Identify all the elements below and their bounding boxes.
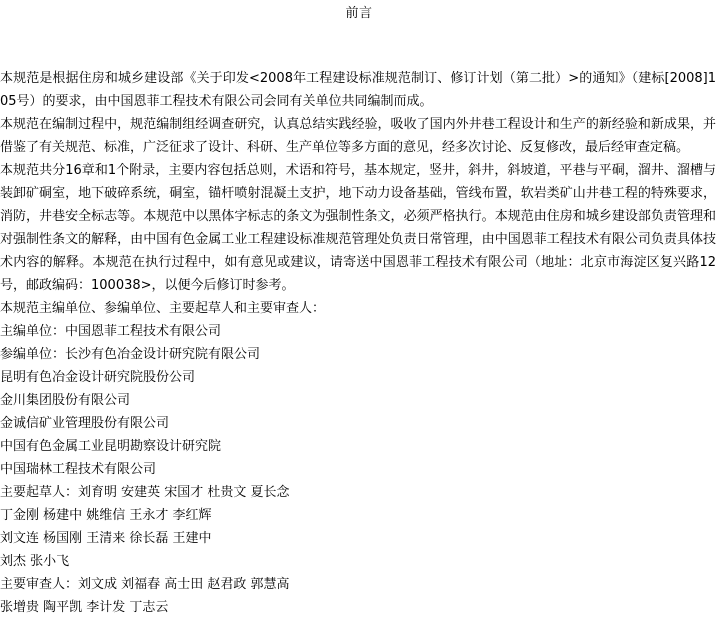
document-body bbox=[0, 67, 716, 619]
drafters-line: 丁金刚 杨建中 姚维信 王永才 李红辉 bbox=[0, 508, 212, 523]
participating-unit: 金诚信矿业管理股份有限公司 bbox=[0, 416, 170, 431]
drafters-line: 主要起草人：刘育明 安建英 宋国才 杜贵文 夏长念 bbox=[0, 485, 290, 500]
paragraph-process: 本规范在编制过程中，规范编制组经调查研究，认真总结实践经验，吸收了国内外井巷工程设计和生产的新经验和新成果，并借鉴了有关规范、标准，广泛征求了设计、科研、生产单位等多方面的意见，经多次讨论、反复修改，最后经审查定稿。 bbox=[0, 117, 716, 155]
reviewers-line: 主要审查人：刘文成 刘福春 高士田 赵君政 郭慧高 bbox=[0, 577, 290, 592]
participating-unit: 参编单位：长沙有色冶金设计研究院有限公司 bbox=[0, 347, 261, 362]
page-title: 前言 bbox=[345, 6, 373, 21]
participating-unit: 昆明有色冶金设计研究院股份公司 bbox=[0, 370, 196, 385]
participating-unit: 金川集团股份有限公司 bbox=[0, 393, 131, 408]
paragraph-basis: 本规范是根据住房和城乡建设部《关于印发<2008年工程建设标准规范制订、修订计划（第二批）>的通知》（建标[2008]105号）的要求，由中国恩菲工程技术有限公司会同有关单位共同编制而成。 bbox=[0, 71, 716, 109]
drafters-line: 刘杰 张小飞 bbox=[0, 554, 70, 569]
drafters-line: 刘文连 杨国刚 王清来 徐长磊 王建中 bbox=[0, 531, 212, 546]
reviewers-line: 张增贵 陶平凯 李计发 丁志云 bbox=[0, 600, 169, 615]
chief-editor-unit: 主编单位：中国恩菲工程技术有限公司 bbox=[0, 324, 222, 339]
participating-unit: 中国有色金属工业昆明勘察设计研究院 bbox=[0, 439, 222, 454]
units-intro: 本规范主编单位、参编单位、主要起草人和主要审查人： bbox=[0, 301, 326, 316]
paragraph-contents: 本规范共分16章和1个附录，主要内容包括总则，术语和符号，基本规定，竖井，斜井，斜坡道，平巷与平硐，溜井、溜槽与装卸矿硐室，地下破碎系统，硐室，锚杆喷射混凝土支护，地下动力设备基础，管线布置，软岩类矿山井巷工程的特殊要求，消防，井巷安全标志等。本规范中以黑体字标志的条文为强制性条文，必须严格执行。本规范由住房和城乡建设部负责管理和对强制性条文的解释，由中国有色金属工业工程建设标准规范管理处负责日常管理，由中国恩菲工程技术有限公司负责具体技术内容的解释。本规范在执行过程中，如有意见或建议，请寄送中国恩菲工程技术有限公司（地址：北京市海淀区复兴路12号，邮政编码：100038>，以便今后修订时参考。 bbox=[0, 163, 716, 293]
participating-unit: 中国瑞林工程技术有限公司 bbox=[0, 462, 157, 477]
